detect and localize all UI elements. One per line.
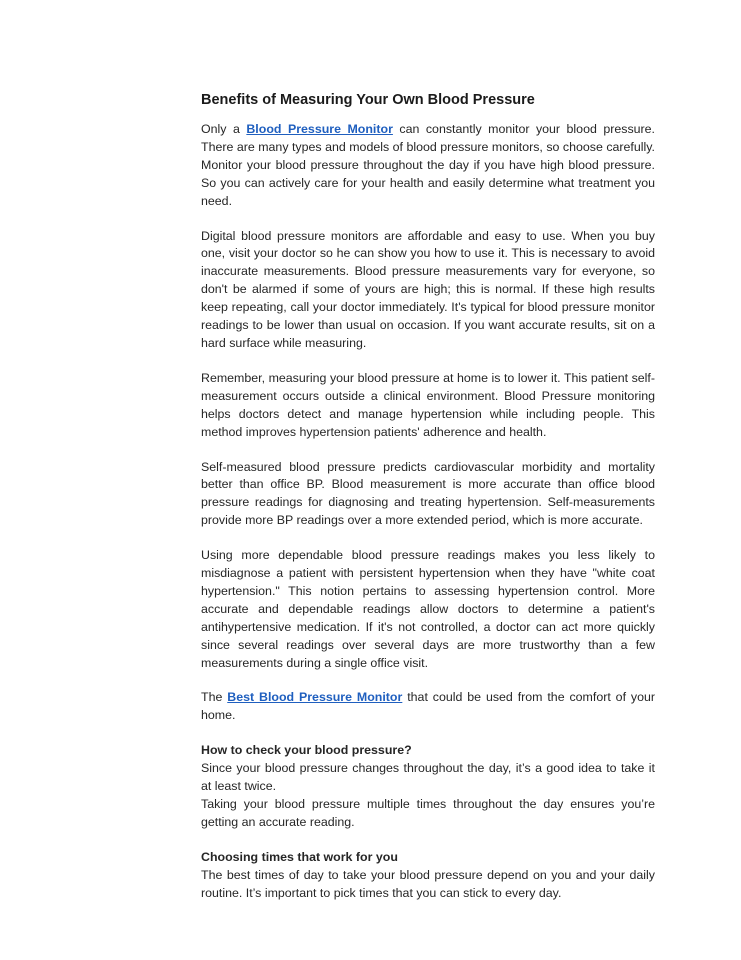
paragraph-intro xyxy=(201,121,655,211)
document-page xyxy=(201,90,655,903)
paragraph-digital-monitors: Digital blood pressure monitors are affordable and easy to use. When you buy one, visit your doctor so he can show you how to use it. This is necessary to avoid inaccurate measurements. Blood pressure measurements vary for everyone, so don't be alarmed if some of yours are high; this is normal. If these high results keep repeating, call your doctor immediately. It's typical for blood pressure monitor readings to be lower than usual on occasion. If you want accurate results, sit on a hard surface while measuring. xyxy=(201,228,655,350)
blood-pressure-monitor-link[interactable]: Blood Pressure Monitor xyxy=(246,122,393,136)
intro-text-after: can constantly monitor your blood pressure. There are many types and models of blood pressure monitors, so choose carefully. Monitor your blood pressure throughout the day if you have high blood pressure. So you can actively care for your health and easily determine what treatment you need. xyxy=(201,122,655,208)
intro-text-before: Only a xyxy=(201,122,247,136)
best-text-after: that could be used from the comfort of your home. xyxy=(201,690,655,723)
section-heading-how-to-check: How to check your blood pressure? xyxy=(201,743,412,758)
best-blood-pressure-monitor-link[interactable]: Best Blood Pressure Monitor xyxy=(227,690,403,705)
paragraph-dependable-readings: Using more dependable blood pressure readings makes you less likely to misdiagnose a patient with persistent hypertension when they have "white coat hypertension." This notion pertains to assessing hypertension control. More accurate and dependable readings allow doctors to determine a patient's antihypertensive medication. If it's not controlled, a doctor can act more quickly since several readings over several days are more trustworthy than a few measurements during a single office visit. xyxy=(201,548,655,670)
page-title: Benefits of Measuring Your Own Blood Pressure xyxy=(201,92,535,108)
section-heading-choosing-times: Choosing times that work for you xyxy=(201,849,398,864)
paragraph-multiple-times: Taking your blood pressure multiple times throughout the day ensures you’re getting an accurate reading. xyxy=(201,797,655,829)
paragraph-best-monitor xyxy=(201,689,655,725)
best-text-before: The xyxy=(201,690,228,705)
paragraph-best-times: The best times of day to take your blood pressure depend on you and your daily routine. It’s important to pick times that you can stick to every day. xyxy=(201,867,655,900)
paragraph-check-twice: Since your blood pressure changes throughout the day, it’s a good idea to take it at least twice. xyxy=(201,761,655,794)
paragraph-remember: Remember, measuring your blood pressure at home is to lower it. This patient self- measurement occurs outside a clinical environment. Blood Pressure monitoring helps doctors detect and manage hypertension while including people. This method improves hypertension patients' adherence and health. xyxy=(201,370,655,439)
paragraph-self-measured: Self-measured blood pressure predicts cardiovascular morbidity and mortality better than office BP. Blood measurement is more accurate than office blood pressure readings for diagnosing and treating hypertension. Self-measurements provide more BP readings over a more extended period, which is more accurate. xyxy=(201,459,655,528)
